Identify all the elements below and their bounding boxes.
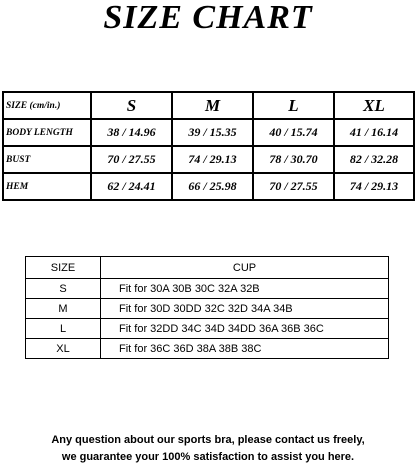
table-cell: 39 / 15.35 xyxy=(172,119,253,146)
header-cell: SIZE xyxy=(26,257,101,279)
table-cell: 40 / 15.74 xyxy=(253,119,334,146)
table-cell: 82 / 32.28 xyxy=(334,146,414,173)
table-row xyxy=(26,339,389,359)
cup-cell: Fit for 36C 36D 38A 38B 38C xyxy=(101,339,389,359)
size-cell: M xyxy=(26,299,101,319)
table-row xyxy=(3,119,414,146)
cup-size-table xyxy=(25,256,389,359)
row-label: BUST xyxy=(3,146,91,173)
cup-cell: Fit for 30D 30DD 32C 32D 34A 34B xyxy=(101,299,389,319)
header-cell: S xyxy=(91,92,172,119)
table-cell: 38 / 14.96 xyxy=(91,119,172,146)
size-cell: XL xyxy=(26,339,101,359)
size-cell: S xyxy=(26,279,101,299)
table-row xyxy=(3,173,414,200)
header-cell: L xyxy=(253,92,334,119)
footer-line: we guarantee your 100% satisfaction to assist you here. xyxy=(61,451,355,463)
table-cell: 70 / 27.55 xyxy=(253,173,334,200)
table-cell: 74 / 29.13 xyxy=(172,146,253,173)
table-cell: 66 / 25.98 xyxy=(172,173,253,200)
footer-line: Any question about our sports bra, please contact us freely, xyxy=(51,434,365,446)
page-title: SIZE CHART xyxy=(103,0,313,36)
footer-note xyxy=(0,432,416,466)
header-cell: CUP xyxy=(101,257,389,279)
cup-cell: Fit for 30A 30B 30C 32A 32B xyxy=(101,279,389,299)
header-cell: M xyxy=(172,92,253,119)
table-cell: 74 / 29.13 xyxy=(334,173,414,200)
table-cell: 62 / 24.41 xyxy=(91,173,172,200)
row-label: BODY LENGTH xyxy=(3,119,91,146)
measurement-table xyxy=(2,91,415,201)
table-cell: 78 / 30.70 xyxy=(253,146,334,173)
table-header-row xyxy=(26,257,389,279)
table-cell: 41 / 16.14 xyxy=(334,119,414,146)
table-row xyxy=(26,299,389,319)
table-row xyxy=(3,146,414,173)
header-cell: XL xyxy=(334,92,414,119)
table-row xyxy=(26,319,389,339)
table-header-row xyxy=(3,92,414,119)
size-cell: L xyxy=(26,319,101,339)
header-cell: SIZE (cm/in.) xyxy=(3,92,91,119)
table-row xyxy=(26,279,389,299)
row-label: HEM xyxy=(3,173,91,200)
table-cell: 70 / 27.55 xyxy=(91,146,172,173)
cup-cell: Fit for 32DD 34C 34D 34DD 36A 36B 36C xyxy=(101,319,389,339)
